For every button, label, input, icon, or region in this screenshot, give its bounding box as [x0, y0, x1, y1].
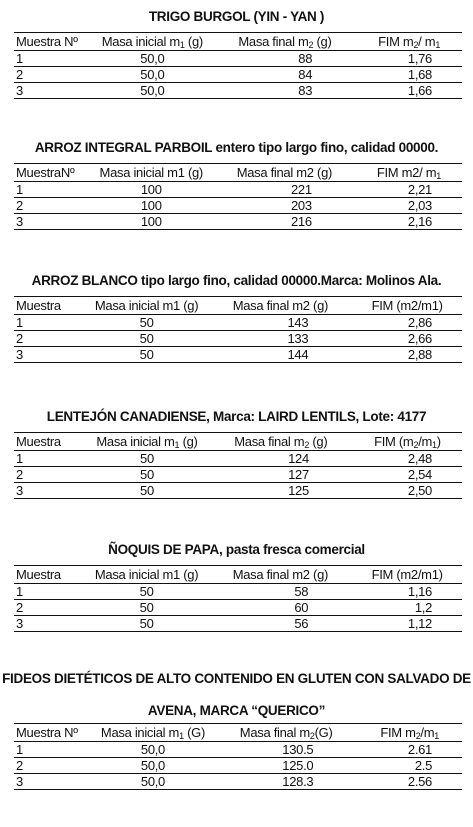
- cell: 1,12: [352, 616, 462, 632]
- cell: 2,66: [352, 331, 462, 347]
- cell: 50: [85, 600, 209, 616]
- table-row: [14, 584, 462, 600]
- col-header-masa-inicial: Masa inicial m1 (g): [85, 297, 209, 315]
- cell: 1: [14, 51, 91, 67]
- cell: 2: [14, 198, 89, 214]
- cell: 50,0: [91, 758, 215, 774]
- cell: 3: [14, 616, 85, 632]
- cell: 84: [214, 67, 356, 83]
- data-table-arroz-integral: [14, 163, 462, 230]
- cell: 143: [209, 315, 353, 331]
- table-title: ÑOQUIS DE PAPA, pasta fresca comercial: [108, 542, 365, 557]
- col-header-masa-final: Masa final m2 (g): [213, 164, 356, 182]
- table-row: [14, 467, 462, 483]
- table-row: [14, 67, 462, 83]
- col-header-muestra: Muestra: [14, 566, 85, 584]
- table-header-row: [14, 433, 462, 451]
- table-title: FIDEOS DIETÉTICOS DE ALTO CONTENIDO EN GLUTEN CON SALVADO DE: [2, 671, 471, 686]
- col-header-masa-final: Masa final $m_2$ (g): [214, 33, 356, 51]
- col-header-masa-inicial: Masa inicial m1 (g): [85, 566, 209, 584]
- cell: 50,0: [91, 774, 215, 790]
- table-title: ARROZ INTEGRAL PARBOIL entero tipo largo fino, calidad 00000.: [34, 140, 439, 155]
- col-header-fim: FIM $m_2/m_1$: [357, 724, 462, 742]
- col-header-muestra: MuestraNº: [14, 164, 89, 182]
- cell: 3: [14, 774, 91, 790]
- cell: 1,2: [352, 600, 462, 616]
- col-header-masa-final: Masa final m2 (g): [209, 566, 353, 584]
- table-header-row: [14, 724, 462, 742]
- cell: 50,0: [91, 51, 214, 67]
- cell: 1,16: [352, 584, 462, 600]
- table-row: [14, 600, 462, 616]
- cell: 58: [209, 584, 353, 600]
- col-header-masa-final: Masa final m2 (g): [209, 297, 353, 315]
- table-row: [14, 83, 462, 99]
- col-header-muestra: Muestra Nº: [14, 724, 91, 742]
- cell: 3: [14, 83, 91, 99]
- table-row: [14, 451, 462, 467]
- data-table-noquis: [14, 565, 462, 632]
- cell: 2: [14, 758, 91, 774]
- table-header-row: [14, 164, 462, 182]
- cell: 221: [213, 182, 356, 198]
- cell: 2: [14, 600, 85, 616]
- cell: 2,03: [356, 198, 462, 214]
- table-row: [14, 483, 462, 499]
- col-header-masa-final: Masa final $m_2$ (g): [209, 433, 353, 451]
- col-header-muestra: Muestra: [14, 297, 85, 315]
- cell: 50: [85, 483, 209, 499]
- cell: 50: [85, 315, 209, 331]
- table-block-noquis: [0, 541, 473, 559]
- table-title: LENTEJÓN CANADIENSE, Marca: LAIRD LENTILS, Lote: 4177: [46, 409, 427, 424]
- col-header-masa-inicial: Masa inicial $m_1$ (g): [91, 33, 214, 51]
- cell: 50: [85, 467, 209, 483]
- col-header-masa-inicial: Masa inicial $m_1$ (G): [91, 724, 215, 742]
- cell: 56: [209, 616, 353, 632]
- table-block-arroz-integral: [0, 139, 473, 157]
- cell: 2,16: [356, 214, 462, 230]
- cell: 2: [14, 67, 91, 83]
- cell: 127: [209, 467, 353, 483]
- table-header-row: [14, 33, 462, 51]
- cell: 100: [89, 182, 213, 198]
- cell: 1: [14, 584, 85, 600]
- table-header-row: [14, 566, 462, 584]
- table-row: [14, 51, 462, 67]
- cell: 60: [209, 600, 353, 616]
- table-row: [14, 758, 462, 774]
- col-header-fim: FIM $(m_2/m_1)$: [353, 433, 462, 451]
- table-row: [14, 182, 462, 198]
- cell: 2,48: [353, 451, 462, 467]
- cell: 3: [14, 483, 85, 499]
- cell: 2: [14, 467, 85, 483]
- cell: 203: [213, 198, 356, 214]
- cell: 50: [85, 616, 209, 632]
- cell: 130.5: [215, 742, 357, 758]
- cell: 125: [209, 483, 353, 499]
- col-header-masa-final: Masa final $m_2(G)$: [215, 724, 357, 742]
- table-row: [14, 347, 462, 363]
- cell: 2,86: [352, 315, 462, 331]
- data-table-lentejon: [14, 432, 462, 499]
- cell: 88: [214, 51, 356, 67]
- col-header-muestra: Muestra Nº: [14, 33, 91, 51]
- col-header-muestra: Muestra: [14, 433, 85, 451]
- cell: 2,50: [353, 483, 462, 499]
- data-table-fideos: [14, 723, 462, 790]
- table-block-lentejon: [0, 408, 473, 426]
- cell: 2,54: [353, 467, 462, 483]
- data-table-arroz-blanco: [14, 296, 462, 363]
- cell: 1,76: [356, 51, 462, 67]
- table-row: [14, 198, 462, 214]
- cell: 144: [209, 347, 353, 363]
- cell: 2.5: [357, 758, 462, 774]
- col-header-fim: FIM (m2/m1): [352, 566, 462, 584]
- cell: 2.61: [357, 742, 462, 758]
- data-table-trigo-burgol: [14, 32, 462, 99]
- cell: 50: [85, 584, 209, 600]
- cell: 50,0: [91, 83, 214, 99]
- cell: 1: [14, 315, 85, 331]
- table-title: ARROZ BLANCO tipo largo fino, calidad 00000.Marca: Molinos Ala.: [31, 273, 442, 288]
- table-title-line2: AVENA, MARCA “QUERICO”: [147, 703, 326, 718]
- col-header-masa-inicial: Masa inicial $m_1$ (g): [85, 433, 209, 451]
- table-row: [14, 774, 462, 790]
- cell: 1: [14, 742, 91, 758]
- cell: 2,21: [356, 182, 462, 198]
- col-header-fim: FIM m2/ $m_1$: [356, 164, 462, 182]
- table-title: TRIGO BURGOL (YIN - YAN ): [148, 9, 325, 24]
- cell: 216: [213, 214, 356, 230]
- col-header-masa-inicial: Masa inicial m1 (g): [89, 164, 213, 182]
- cell: 3: [14, 214, 89, 230]
- table-block-fideos: [0, 670, 473, 720]
- cell: 50: [85, 451, 209, 467]
- table-block-trigo-burgol: [0, 8, 473, 26]
- col-header-fim: FIM (m2/m1): [352, 297, 462, 315]
- cell: 50,0: [91, 67, 214, 83]
- cell: 50,0: [91, 742, 215, 758]
- cell: 50: [85, 347, 209, 363]
- cell: 1: [14, 182, 89, 198]
- cell: 2,88: [352, 347, 462, 363]
- cell: 1,66: [356, 83, 462, 99]
- cell: 124: [209, 451, 353, 467]
- table-row: [14, 315, 462, 331]
- cell: 100: [89, 214, 213, 230]
- cell: 1: [14, 451, 85, 467]
- table-block-arroz-blanco: [0, 272, 473, 290]
- cell: 83: [214, 83, 356, 99]
- col-header-fim: FIM $m_2/$ $m_1$: [356, 33, 462, 51]
- table-row: [14, 214, 462, 230]
- table-row: [14, 742, 462, 758]
- cell: 50: [85, 331, 209, 347]
- cell: 2.56: [357, 774, 462, 790]
- cell: 128.3: [215, 774, 357, 790]
- table-row: [14, 616, 462, 632]
- cell: 125.0: [215, 758, 357, 774]
- table-header-row: [14, 297, 462, 315]
- cell: 100: [89, 198, 213, 214]
- cell: 1,68: [356, 67, 462, 83]
- cell: 2: [14, 331, 85, 347]
- cell: 133: [209, 331, 353, 347]
- cell: 3: [14, 347, 85, 363]
- table-row: [14, 331, 462, 347]
